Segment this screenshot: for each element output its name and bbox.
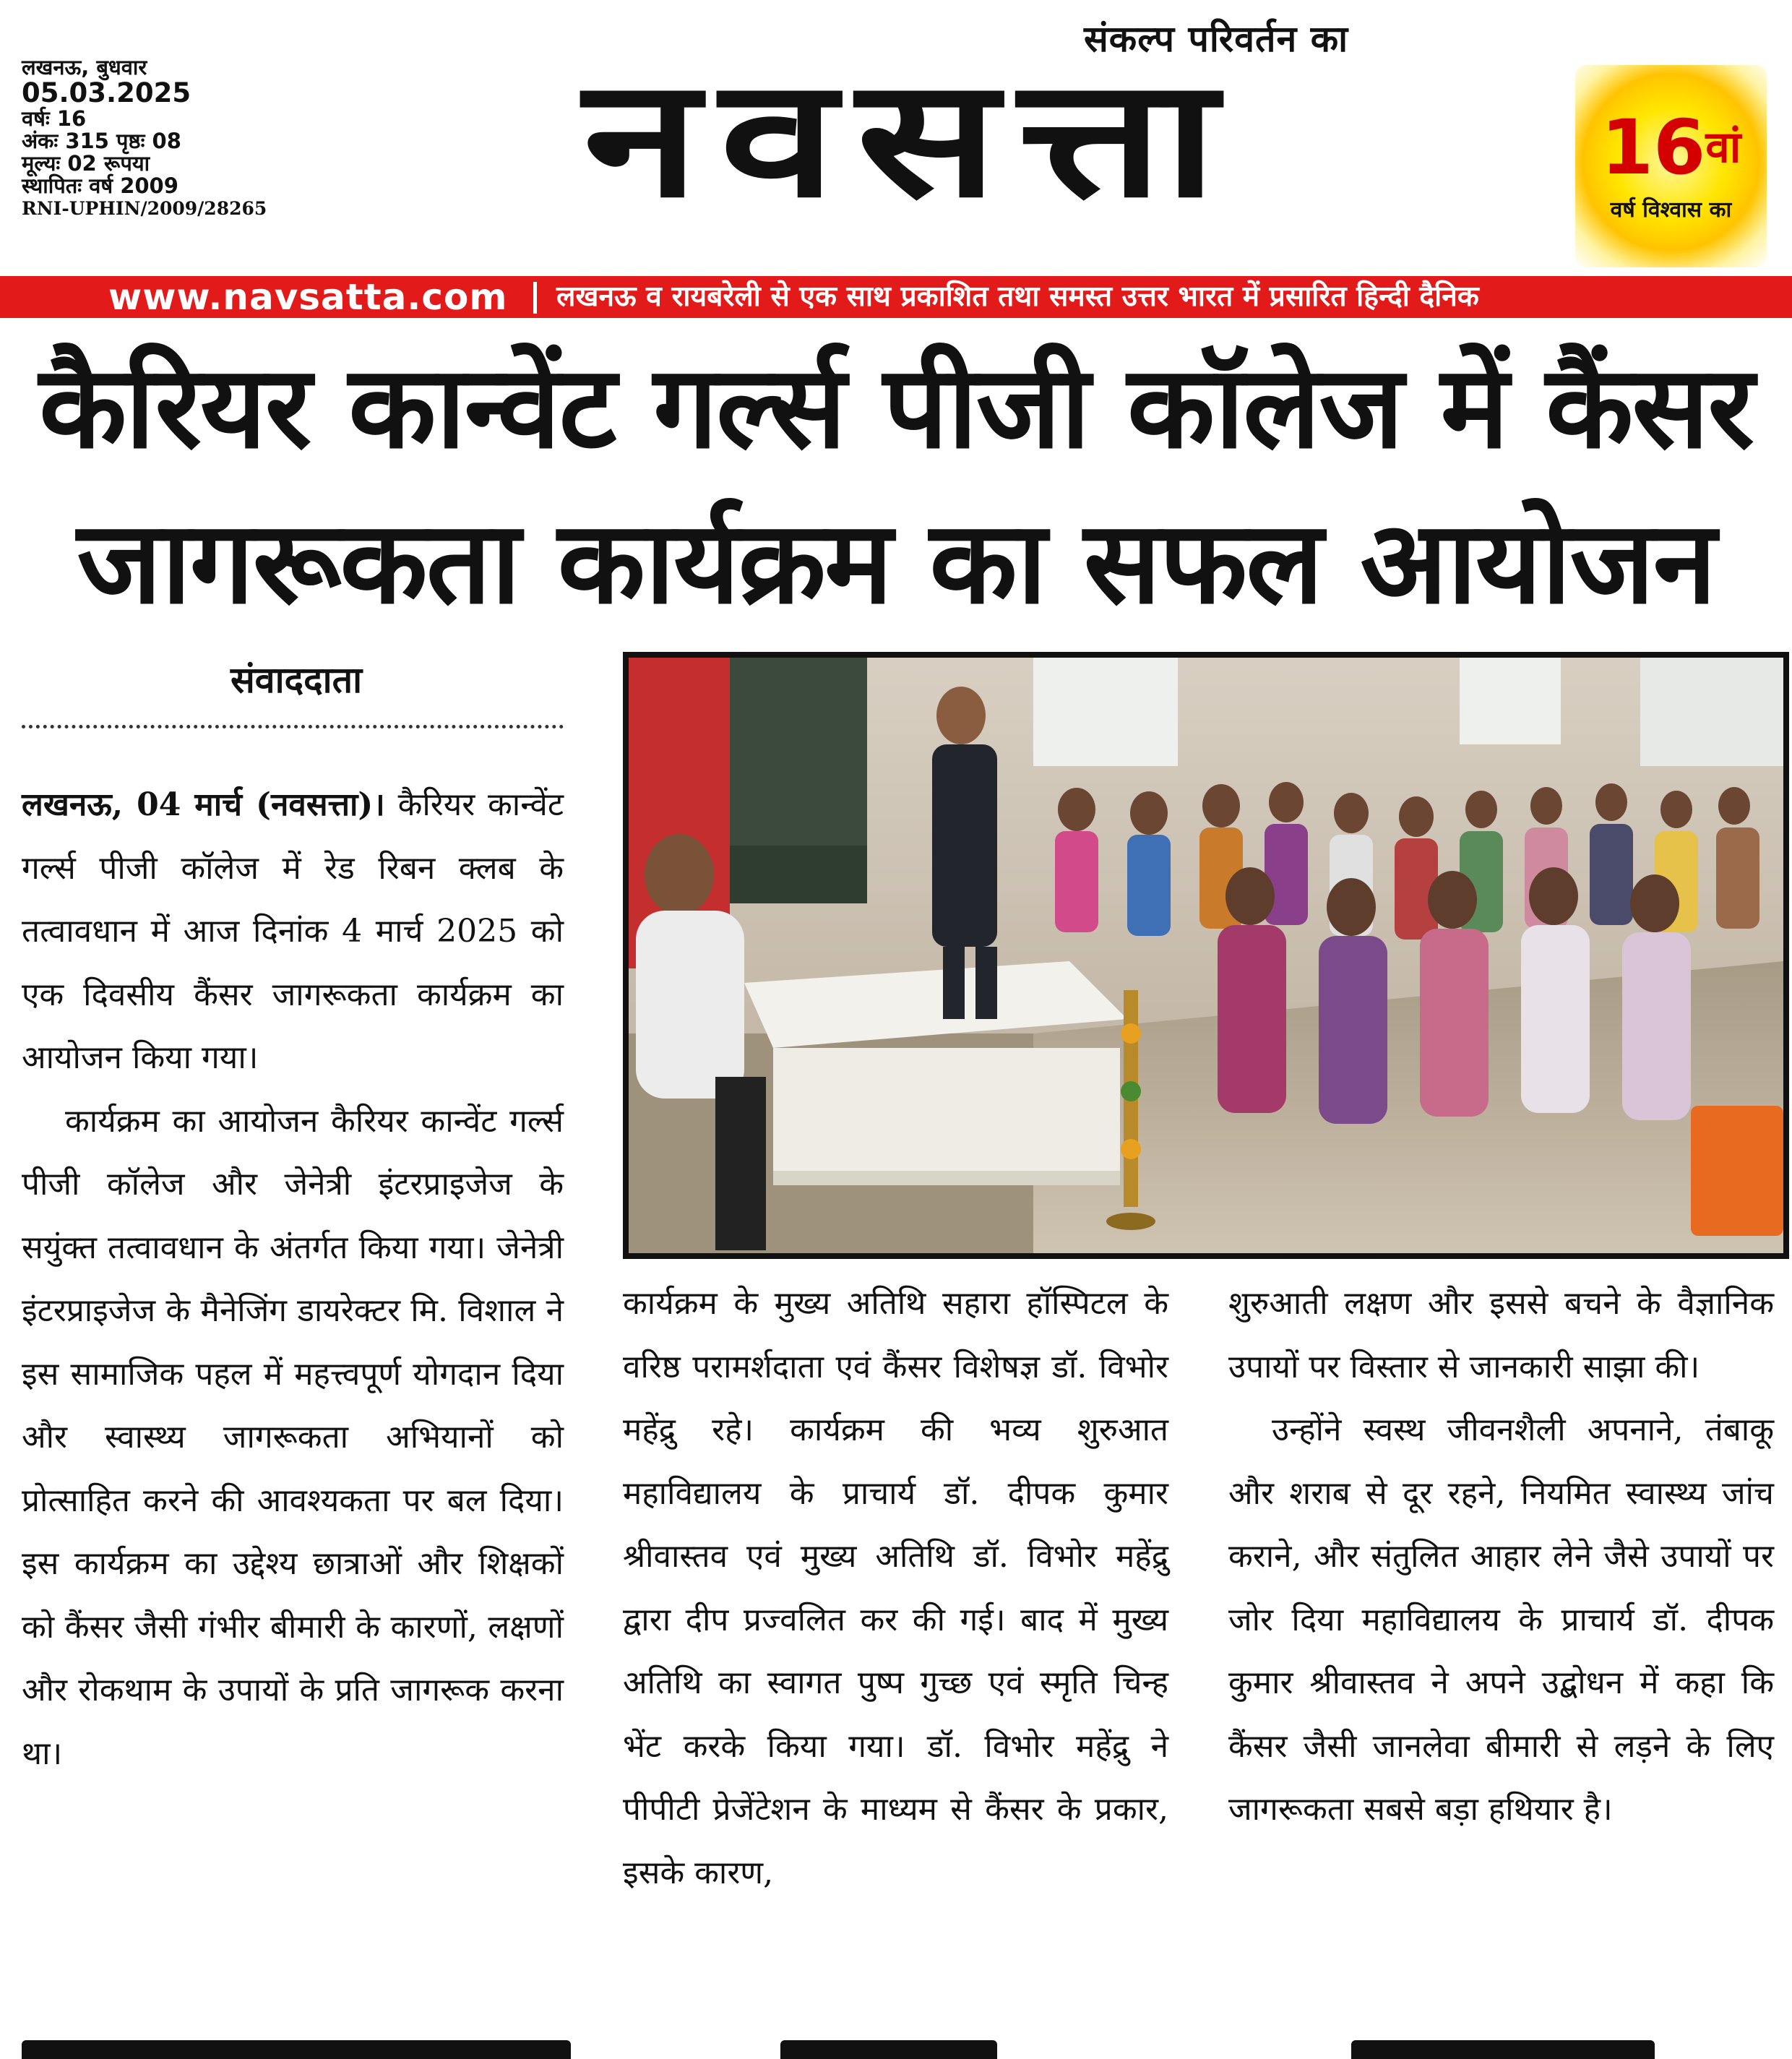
dotted-divider [22,725,564,728]
rni-number: RNI-UPHIN/2009/28265 [22,198,267,219]
issue-date: 05.03.2025 [22,77,191,108]
paragraph: शुरुआती लक्षण और इससे बचने के वैज्ञानिक उपायों पर विस्तार से जानकारी साझा की। [1228,1285,1774,1385]
badge-suffix: वां [1705,122,1741,173]
newspaper-logo: नवसत्ता [583,43,1238,234]
article-column-3 [1228,1272,1774,1841]
cutoff-fragment [1351,2040,1655,2059]
next-headline-cutoff [0,2034,1792,2059]
anniversary-badge [1575,65,1767,267]
headline-line-2: जागरूकता कार्यक्रम का सफल आयोजन [77,497,1715,629]
masthead-strip [0,276,1792,318]
tagline: संकल्प परिवर्तन का [1084,18,1349,60]
price-line: मूल्यः 02 रूपया [22,151,150,176]
badge-subtitle: वर्ष विश्वास का [1610,197,1732,223]
event-photo-illustration [629,658,1783,1253]
cutoff-fragment [22,2040,571,2059]
paragraph-text: कैरियर कान्वेंट गर्ल्स पीजी कॉलेज में रेड रिबन क्लब के तत्वावधान में आज दिनांक 4 मार्च 2025 को एक दिवसीय कैंसर जागरूकता कार्यक्रम का आयोजन किया गया। [22,786,564,1076]
byline: संवाददाता [230,659,363,701]
issue-line: अंकः 315 पृष्ठः 08 [22,129,181,153]
paragraph: कार्यक्रम का आयोजन कैरियर कान्वेंट गर्ल्स पीजी कॉलेज और जेनेत्री इंटरप्राइजेज के सयुंक्त तत्वावधान के अंतर्गत किया गया। जेनेत्री इंटरप्राइजेज के मैनेजिंग डायरेक्टर मि. विशाल ने इस सामाजिक पहल में महत्त्वपूर्ण योगदान दिया और स्वास्थ्य जागरूकता अभियानों को प्रोत्साहित करने की आवश्यकता पर बल दिया। इस कार्यक्रम का उद्देश्य छात्राओं और शिक्षकों को कैंसर जैसी गंभीर बीमारी के कारणों, लक्षणों और रोकथाम के उपायों के प्रति जागरूक करना था। [22,1102,564,1772]
website-link[interactable]: www.navsatta.com [108,276,508,318]
year-line: वर्षः 16 [22,106,87,131]
headline-line-1: कैरियर कान्वेंट गर्ल्स पीजी कॉलेज में कैंसर [39,341,1753,474]
article-column-1 [22,773,564,1785]
article-column-2 [623,1272,1168,1904]
paragraph [22,773,564,1090]
issue-meta [22,56,267,220]
place-day: लखनऊ, बुधवार [22,55,147,79]
badge-number: $16^{वां}$ [1601,103,1741,192]
dateline: लखनऊ, 04 मार्च (नवसत्ता)। [22,786,385,823]
established-line: स्थापितः वर्ष 2009 [22,173,178,198]
event-photo [623,652,1789,1259]
strip-divider [533,282,537,314]
publication-description: लखनऊ व रायबरेली से एक साथ प्रकाशित तथा समस्त उत्तर भारत में प्रसारित हिन्दी दैनिक [556,280,1479,313]
paragraph: उन्होंने स्वस्थ जीवनशैली अपनाने, तंबाकू और शराब से दूर रहने, नियमित स्वास्थ्य जांच कराने, और संतुलित आहार लेने जैसे उपायों पर जोर दिया महाविद्यालय के प्राचार्य डॉ. दीपक कुमार श्रीवास्तव ने अपने उद्बोधन में कहा कि कैंसर जैसी जानलेवा बीमारी से लड़ने के लिए जागरूकता सबसे बड़ा हथियार है। [1228,1411,1774,1828]
cutoff-fragment [780,2040,997,2059]
paragraph: कार्यक्रम के मुख्य अतिथि सहारा हॉस्पिटल के वरिष्ठ परामर्शदाता एवं कैंसर विशेषज्ञ डॉ. विभोर महेंद्रु रहे। कार्यक्रम की भव्य शुरुआत महाविद्यालय के प्राचार्य डॉ. दीपक कुमार श्रीवास्तव एवं मुख्य अतिथि डॉ. विभोर महेंद्रु द्वारा दीप प्रज्वलित कर की गई। बाद में मुख्य अतिथि का स्वागत पुष्प गुच्छ एवं स्मृति चिन्ह भेंट करके किया गया। डॉ. विभोर महेंद्रु ने पीपीटी प्रेजेंटेशन के माध्यम से कैंसर के प्रकार, इसके कारण, [623,1285,1168,1891]
